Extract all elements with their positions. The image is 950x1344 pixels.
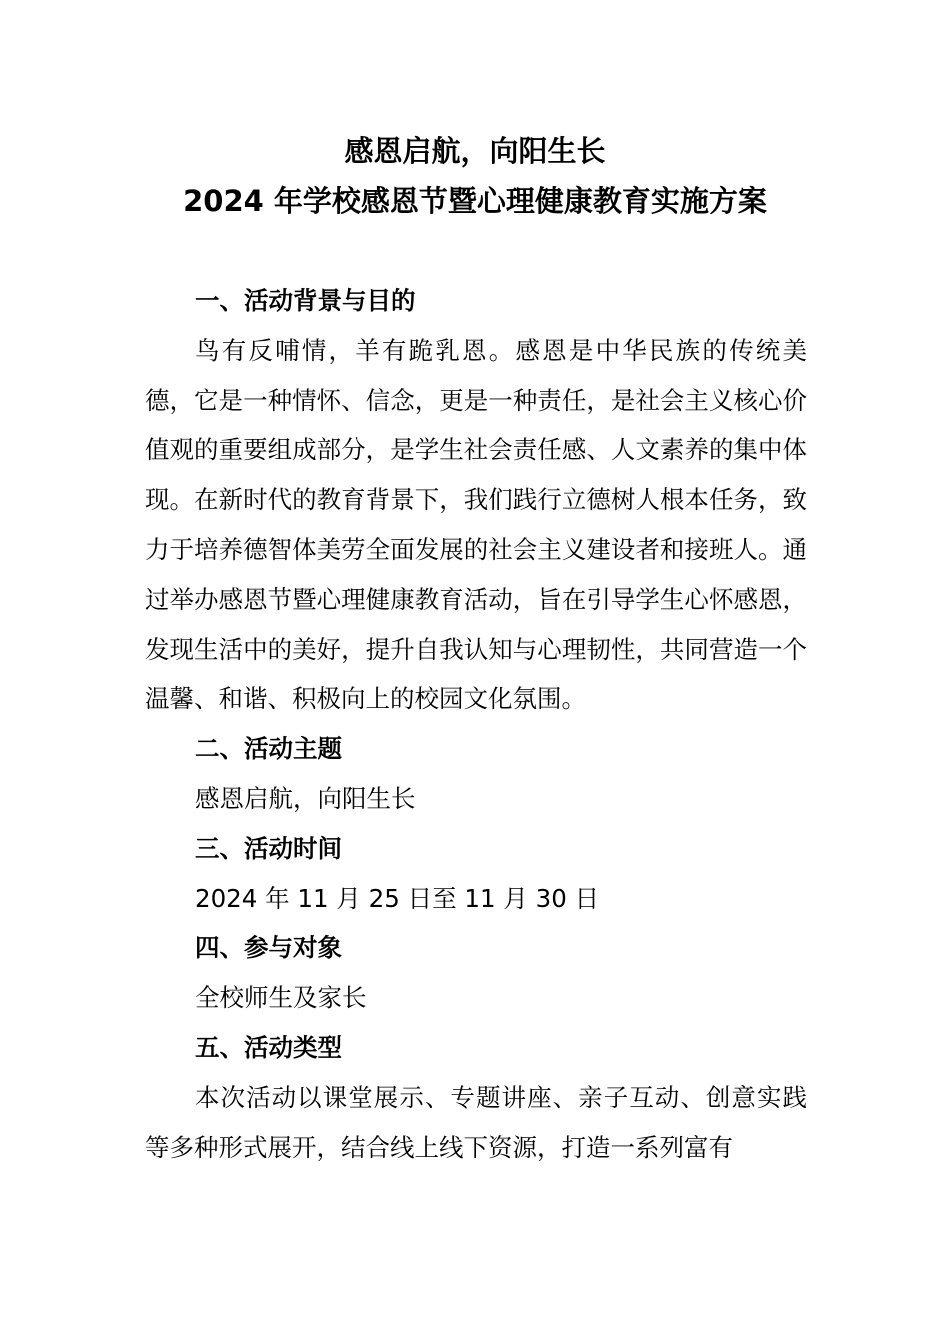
section-body-type: 本次活动以课堂展示、专题讲座、亲子互动、创意实践等多种形式展开，结合线上线下资源，打造一系列富有	[145, 1082, 807, 1162]
document-body	[145, 276, 807, 1172]
section-body-time: 2024 年 11 月 25 日至 11 月 30 日	[195, 883, 600, 913]
document-title-line-2: 2024 年学校感恩节暨心理健康教育实施方案	[183, 184, 767, 218]
section-heading-theme: 二、活动主题	[195, 734, 342, 764]
document-title-line-1: 感恩启航，向阳生长	[344, 134, 606, 168]
section-heading-type: 五、活动类型	[195, 1032, 342, 1062]
section-body-participants: 全校师生及家长	[195, 983, 367, 1013]
section-heading-time: 三、活动时间	[195, 833, 342, 863]
section-heading-participants: 四、参与对象	[195, 933, 342, 963]
section-body-background: 鸟有反哺情，羊有跪乳恩。感恩是中华民族的传统美德，它是一种情怀、信念，更是一种责任，是社会主义核心价值观的重要组成部分，是学生社会责任感、人文素养的集中体现。在新时代的教育背景下，我们践行立德树人根本任务，致力于培养德智体美劳全面发展的社会主义建设者和接班人。通过举办感恩节暨心理健康教育活动，旨在引导学生心怀感恩，发现生活中的美好，提升自我认知与心理韧性，共同营造一个温馨、和谐、积极向上的校园文化氛围。	[145, 335, 807, 714]
section-heading-background: 一、活动背景与目的	[195, 286, 416, 315]
section-body-theme: 感恩启航，向阳生长	[195, 783, 416, 813]
